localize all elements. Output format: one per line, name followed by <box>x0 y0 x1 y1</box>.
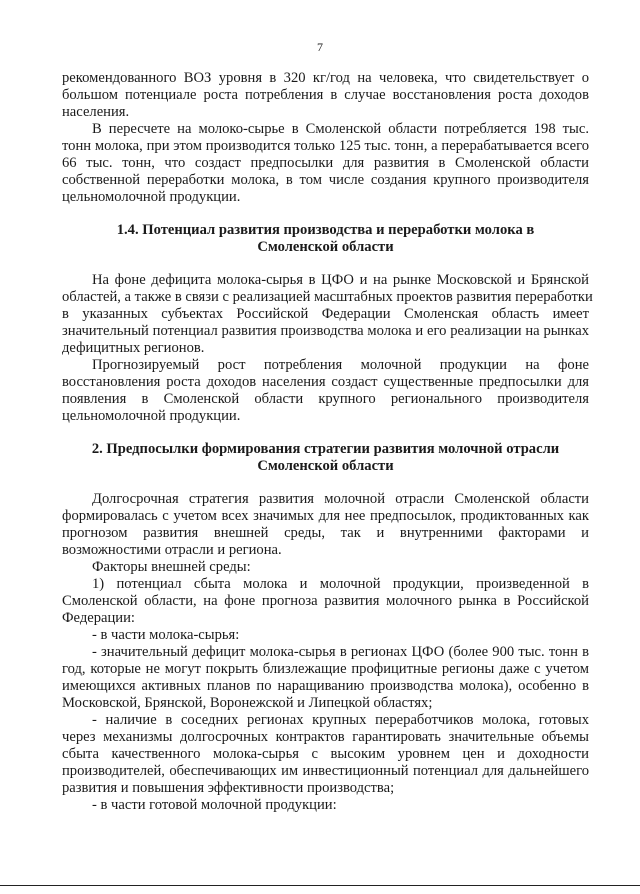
text-line: цельномолочной продукции. <box>62 408 241 424</box>
text-line: большом потенциале роста потребления в случае восстановления роста доходов <box>62 87 589 103</box>
section-heading: 1.4. Потенциал развития производства и переработки молока в <box>116 222 535 238</box>
text-line: в указанных субъектах Российской Федерации Смоленская область имеет <box>62 306 589 322</box>
text-line: производителей, обеспечивающих им инвестиционный потенциал для дальнейшего <box>62 763 589 779</box>
bottom-rule <box>0 885 640 886</box>
text-line: прогнозом развития внешней среды, так и внутренними факторами и <box>62 525 589 541</box>
text-line: населения. <box>62 104 130 120</box>
text-line: имеющихся активных планов по наращиванию производства молока), особенно в <box>62 678 589 694</box>
text-line: значительный потенциал развития производства молока и его реализации на рынках <box>62 323 589 339</box>
text-line: Смоленской области, на фоне прогноза развития молочного рынка в Российской <box>62 593 589 609</box>
text-line: через механизмы долгосрочных контрактов гарантировать значительные объемы <box>62 729 589 745</box>
text-line: областей, а также в связи с реализацией масштабных проектов развития переработки <box>62 289 593 305</box>
text-line: собственной переработки молока, в том числе создания крупного производителя <box>62 172 589 188</box>
text-line: Московской, Брянской, Воронежской и Липецкой областях; <box>62 695 433 711</box>
text-line: дефицитных регионов. <box>62 340 205 356</box>
page-number: 7 <box>317 40 323 54</box>
text-line: Прогнозируемый рост потребления молочной продукции на фоне <box>92 357 589 373</box>
section-heading: Смоленской области <box>257 458 394 474</box>
text-line: В пересчете на молоко-сырье в Смоленской области потребляется 198 тыс. <box>92 121 589 137</box>
section-heading: Смоленской области <box>257 239 394 255</box>
text-line: Федерации: <box>62 610 135 626</box>
text-line: - в части молока-сырья: <box>92 627 240 643</box>
text-line: Долгосрочная стратегия развития молочной отрасли Смоленской области <box>92 491 589 507</box>
text-line: сбыта качественного молока-сырья с высоким уровнем цен и доходности <box>62 746 589 762</box>
text-line: - наличие в соседних регионах крупных переработчиков молока, готовых <box>92 712 589 728</box>
text-line: 1) потенциал сбыта молока и молочной продукции, произведенной в <box>92 576 589 592</box>
text-line: цельномолочной продукции. <box>62 189 241 205</box>
text-line: 66 тыс. тонн, что создаст предпосылки для развития в Смоленской области <box>62 155 589 171</box>
text-line: На фоне дефицита молока-сырья в ЦФО и на рынке Московской и Брянской <box>92 272 589 288</box>
text-line: - в части готовой молочной продукции: <box>92 797 337 813</box>
text-line: - значительный дефицит молока-сырья в регионах ЦФО (более 900 тыс. тонн в <box>92 644 589 660</box>
text-line: тонн молока, при этом производится только 125 тыс. тонн, а перерабатывается всего <box>62 138 589 154</box>
text-line: Факторы внешней среды: <box>92 559 251 575</box>
text-line: рекомендованного ВОЗ уровня в 320 кг/год на человека, что свидетельствует о <box>62 70 589 86</box>
text-line: развития и повышения эффективности производства; <box>62 780 395 796</box>
text-line: год, которые не могут покрыть близлежащие профицитные регионы даже с учетом <box>62 661 589 677</box>
text-line: формировалась с учетом всех значимых для нее предпосылок, продиктованных как <box>62 508 589 524</box>
text-line: возможностими отрасли и региона. <box>62 542 282 558</box>
text-line: появления в Смоленской области крупного регионального производителя <box>62 391 589 407</box>
text-line: восстановления роста доходов населения создаст существенные предпосылки для <box>62 374 589 390</box>
section-heading: 2. Предпосылки формирования стратегии развития молочной отрасли <box>91 441 560 457</box>
